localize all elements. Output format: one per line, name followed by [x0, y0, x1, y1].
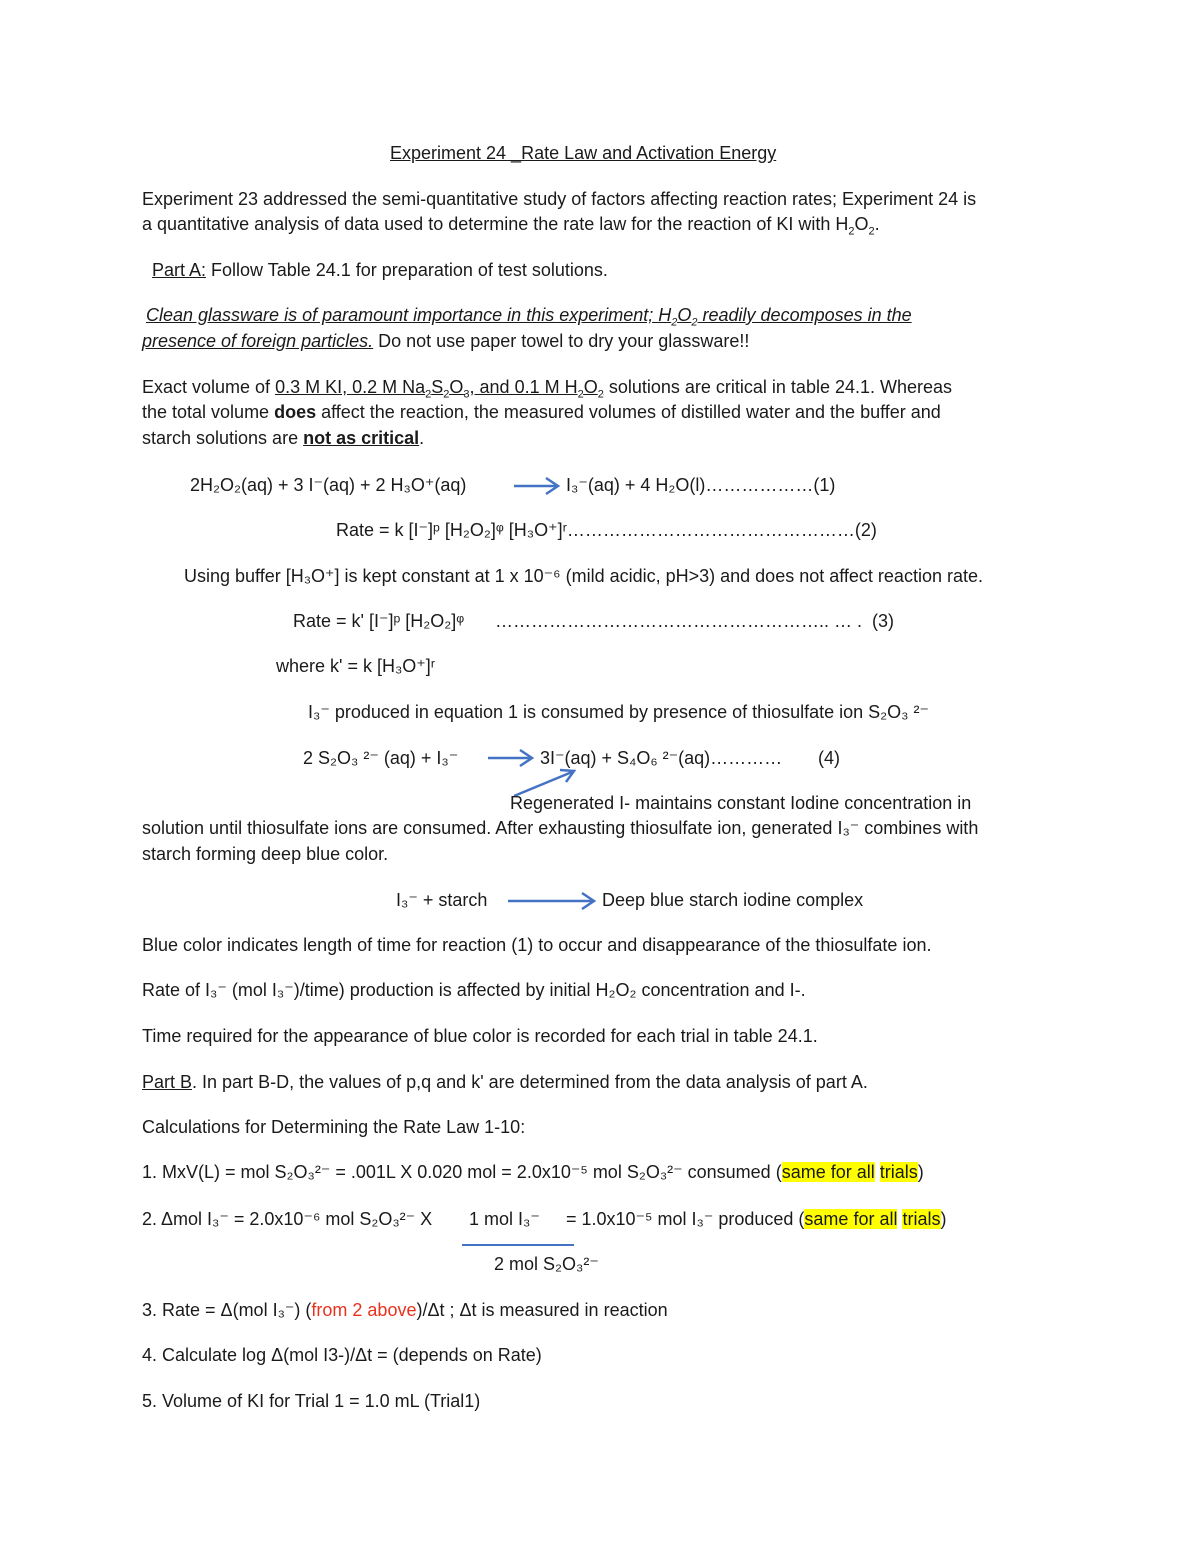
arrow-icon	[506, 891, 598, 911]
calc-item-4: 4. Calculate log Δ(mol I3-)/Δt = (depends on Rate)	[142, 1345, 542, 1365]
equation-1-right: I₃⁻(aq) + 4 H₂O(l)………………(1)	[566, 475, 836, 495]
equation-4-left: 2 S₂O₃ ²⁻ (aq) + I₃⁻	[303, 748, 459, 768]
regenerated-line-2: solution until thiosulfate ions are consumed. After exhausting thiosulfate ion, generated I₃⁻ combines with	[142, 818, 979, 838]
fraction-bar	[462, 1244, 574, 1246]
part-b-label: Part B	[142, 1072, 193, 1092]
arrow-icon	[512, 476, 562, 496]
clean-glassware-line-2: presence of foreign particles. Do not use paper towel to dry your glassware!!	[142, 331, 750, 351]
intro-line-1: Experiment 23 addressed the semi-quantitative study of factors affecting reaction rates; Experiment 24 is	[142, 189, 977, 209]
equation-4-number: (4)	[818, 748, 840, 768]
calc-item-2-result: = 1.0x10⁻⁵ mol I₃⁻ produced (same for all trials)	[566, 1209, 947, 1229]
starch-equation-right: Deep blue starch iodine complex	[602, 890, 864, 910]
part-b-line: Part B. In part B-D, the values of p,q and k' are determined from the data analysis of part A.	[142, 1072, 868, 1092]
blue-color-line: Blue color indicates length of time for reaction (1) to occur and disappearance of the thiosulfate ion.	[142, 935, 932, 955]
equation-3-dots: ……………………………………………….. … .	[495, 611, 863, 631]
buffer-line: Using buffer [H₃O⁺] is kept constant at 1 x 10⁻⁶ (mild acidic, pH>3) and does not affect reaction rate.	[184, 566, 983, 586]
equation-3-left: Rate = k' [I⁻]ᵖ [H₂O₂]ᵠ	[293, 611, 465, 631]
equation-4-right: 3I⁻(aq) + S₄O₆ ²⁻(aq)…………	[540, 748, 783, 768]
part-a-label: Part A:	[152, 260, 207, 280]
clean-glassware-line-1: Clean glassware is of paramount importance in this experiment; $H_2O_2$ readily decomposes in the	[146, 305, 912, 329]
exact-volume-line-2: the total volume does affect the reaction, the measured volumes of distilled water and the buffer and	[142, 402, 941, 422]
calc-item-2-numerator: 1 mol I₃⁻	[469, 1209, 540, 1229]
calc-item-5: 5. Volume of KI for Trial 1 = 1.0 mL (Trial1)	[142, 1391, 481, 1411]
calculations-title: Calculations for Determining the Rate Law 1-10:	[142, 1117, 526, 1137]
equation-1-left: 2H₂O₂(aq) + 3 I⁻(aq) + 2 H₃O⁺(aq)	[190, 475, 467, 495]
page-title: Experiment 24 _Rate Law and Activation Energy	[390, 143, 777, 163]
exact-volume-line-3: starch solutions are not as critical.	[142, 428, 425, 448]
arrow-icon	[486, 748, 536, 768]
intro-line-2: a quantitative analysis of data used to determine the rate law for the reaction of KI with $H_2O_2$.	[142, 214, 880, 238]
where-k-prime: where k' = k [H₃O⁺]ʳ	[276, 656, 436, 676]
regenerated-line-3: starch forming deep blue color.	[142, 844, 389, 864]
equation-3-number: (3)	[872, 611, 894, 631]
calc-item-1: 1. MxV(L) = mol S₂O₃²⁻ = .001L X 0.020 mol = 2.0x10⁻⁵ mol S₂O₃²⁻ consumed (same for all trials)	[142, 1162, 924, 1182]
calc-item-3: 3. Rate = Δ(mol I₃⁻) (from 2 above)/Δt ; Δt is measured in reaction	[142, 1300, 668, 1320]
starch-equation-left: I₃⁻ + starch	[396, 890, 488, 910]
regenerated-line-1: Regenerated I- maintains constant Iodine concentration in	[510, 793, 972, 813]
exact-volume-line-1: Exact volume of 0.3 M KI, 0.2 M $Na_2S_2O_3$, and 0.1 M $H_2O_2$ solutions are critical in table 24.1. Whereas	[142, 377, 953, 401]
calc-item-2-denominator: 2 mol S₂O₃²⁻	[494, 1254, 599, 1274]
part-a-line: Part A: Follow Table 24.1 for preparation of test solutions.	[152, 260, 608, 280]
calc-item-2: 2. Δmol I₃⁻ = 2.0x10⁻⁶ mol S₂O₃²⁻ X	[142, 1209, 433, 1229]
i3-produced-line: I₃⁻ produced in equation 1 is consumed by presence of thiosulfate ion S₂O₃ ²⁻	[308, 702, 929, 722]
rate-of-line: Rate of I₃⁻ (mol I₃⁻)/time) production is affected by initial H₂O₂ concentration and I-.	[142, 980, 806, 1000]
time-required-line: Time required for the appearance of blue color is recorded for each trial in table 24.1.	[142, 1026, 818, 1046]
equation-2: Rate = k [I⁻]ᵖ [H₂O₂]ᵠ [H₃O⁺]ʳ…………………………………………(2)	[336, 520, 877, 540]
